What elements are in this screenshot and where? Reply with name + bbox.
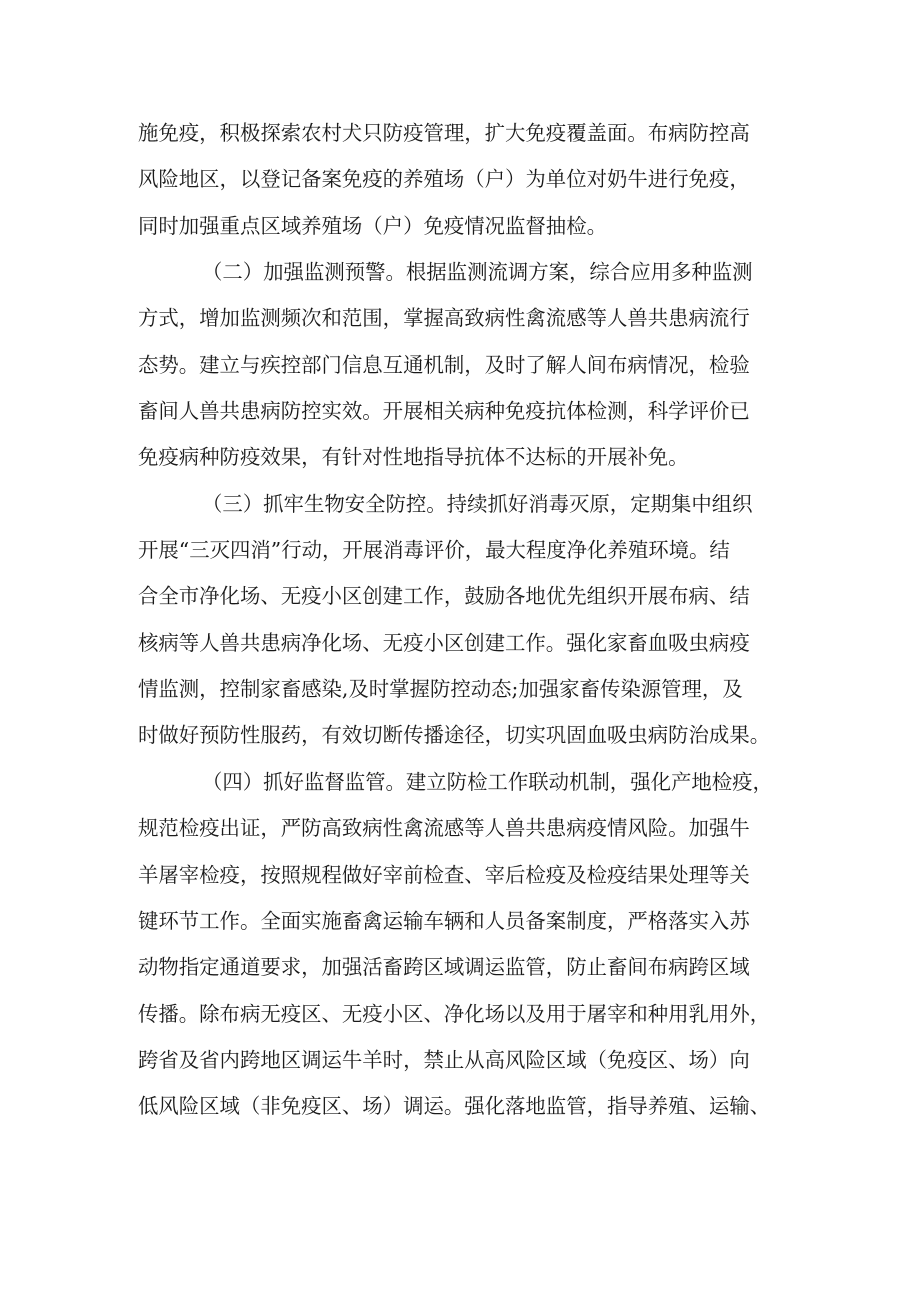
paragraph-2-line-4: 畜间人兽共患病防控实效。开展相关病种免疫抗体检测，科学评价已 (138, 399, 750, 424)
paragraph-1-line-2: 风险地区，以登记备案免疫的养殖场（户）为单位对奶牛进行免疫， (138, 167, 750, 192)
paragraph-2-line-2: 方式，增加监测频次和范围，掌握高致病性禽流感等人兽共患病流行 (138, 306, 750, 331)
paragraph-4-line-8: 低风险区域（非免疫区、场）调运。强化落地监管，指导养殖、运输、 (138, 1094, 771, 1119)
paragraph-1-line-3: 同时加强重点区域养殖场（户）免疫情况监督抽检。 (138, 213, 607, 238)
paragraph-3-line-6: 时做好预防性服药，有效切断传播途径，切实巩固血吸虫病防治成果。 (138, 723, 771, 748)
paragraph-1-line-1: 施免疫，积极探索农村犬只防疫管理，扩大免疫覆盖面。布病防控高 (138, 121, 750, 145)
paragraph-4-line-5: 动物指定通道要求，加强活畜跨区域调运监管，防止畜间布病跨区域 (138, 955, 750, 980)
paragraph-3-line-3: 合全市净化场、无疫小区创建工作，鼓励各地优先组织开展布病、结 (138, 584, 750, 609)
paragraph-4-line-4: 键环节工作。全面实施畜禽运输车辆和人员备案制度，严格落实入苏 (138, 908, 750, 933)
paragraph-3-line-2: 开展“三灭四消”行动，开展消毒评价，最大程度净化养殖环境。结 (138, 538, 730, 563)
document-body (138, 110, 798, 1130)
paragraph-4-line-3: 羊屠宰检疫，按照规程做好宰前检查、宰后检疫及检疫结果处理等关 (138, 862, 750, 887)
paragraph-2-line-5: 免疫病种防疫效果，有针对性地指导抗体不达标的开展补免。 (138, 445, 689, 470)
paragraph-2-line-3: 态势。建立与疾控部门信息互通机制，及时了解人间布病情况，检验 (138, 352, 750, 377)
paragraph-4-line-7: 跨省及省内跨地区调运牛羊时，禁止从高风险区域（免疫区、场）向 (138, 1047, 750, 1072)
paragraph-4-line-1: （四）抓好监督监管。建立防检工作联动机制，强化产地检疫， (202, 769, 773, 794)
paragraph-4-line-2: 规范检疫出证，严防高致病性禽流感等人兽共患病疫情风险。加强牛 (138, 816, 750, 841)
paragraph-2-line-1: （二）加强监测预警。根据监测流调方案，综合应用多种监测 (202, 260, 753, 285)
paragraph-3-line-4: 核病等人兽共患病净化场、无疫小区创建工作。强化家畜血吸虫病疫 (138, 630, 750, 655)
paragraph-4-line-6: 传播。除布病无疫区、无疫小区、净化场以及用于屠宰和种用乳用外， (138, 1001, 771, 1026)
paragraph-3-line-5: 情监测，控制家畜感染,及时掌握防控动态;加强家畜传染源管理，及 (138, 677, 743, 702)
paragraph-3-line-1: （三）抓牢生物安全防控。持续抓好消毒灭原，定期集中组织 (202, 491, 753, 516)
